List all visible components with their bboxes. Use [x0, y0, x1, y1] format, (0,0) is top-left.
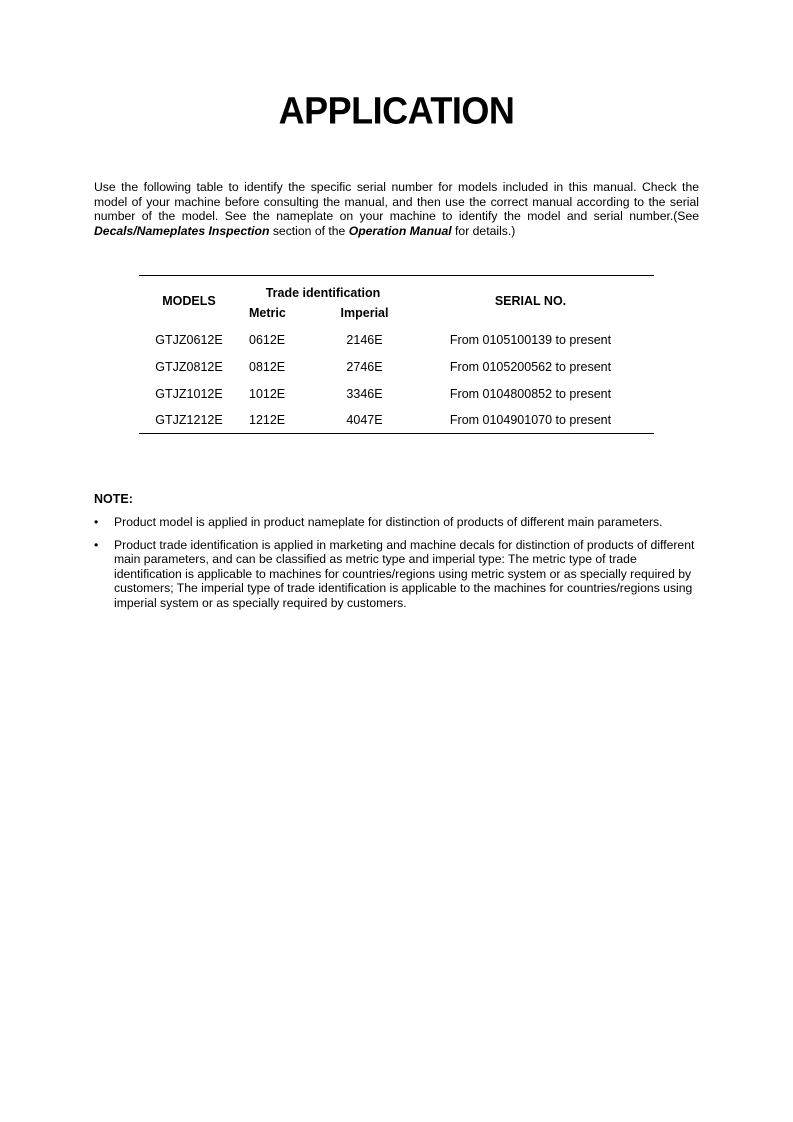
note-item	[94, 515, 704, 530]
cell-metric: 1212E	[249, 413, 286, 427]
bullet-icon: •	[94, 537, 99, 552]
note-list	[94, 515, 704, 618]
intro-text-3: for details.)	[451, 223, 516, 238]
cell-metric: 0612E	[249, 332, 286, 347]
cell-model: GTJZ0812E	[155, 359, 223, 374]
intro-text-1: Use the following table to identify the specific serial number for models included in this manual. Check the model of your machine before consulting the manual, and then use the correct manual according to the serial number of the model. See the nameplate on your machine to identify the model and serial number.(See	[94, 180, 699, 224]
header-imperial: Imperial	[340, 306, 389, 320]
cell-serial: From 0105200562 to present	[449, 359, 612, 374]
intro-paragraph	[94, 180, 699, 238]
header-serial-no: SERIAL NO.	[494, 294, 567, 308]
cell-metric: 1012E	[249, 386, 286, 401]
cell-imperial: 4047E	[346, 413, 383, 427]
table-row	[139, 353, 654, 380]
note-title: NOTE:	[94, 492, 133, 506]
table-row	[139, 407, 654, 434]
cell-model: GTJZ1212E	[155, 413, 223, 427]
header-trade-identification: Trade identification	[265, 286, 381, 300]
cell-serial: From 0104800852 to present	[449, 386, 612, 401]
note-text: Product model is applied in product nameplate for distinction of products of different main parameters.	[114, 515, 663, 529]
cell-model: GTJZ1012E	[155, 386, 223, 401]
cell-model: GTJZ0612E	[155, 332, 223, 347]
cell-serial: From 0105100139 to present	[449, 332, 612, 347]
cell-imperial: 2146E	[346, 332, 383, 347]
cell-imperial: 3346E	[346, 386, 383, 401]
table-row	[139, 326, 654, 353]
bullet-icon: •	[94, 515, 99, 529]
note-item	[94, 538, 704, 611]
cell-serial: From 0104901070 to present	[449, 413, 612, 427]
intro-text-2: section of the	[269, 223, 349, 238]
operation-manual-reference: Operation Manual	[348, 223, 452, 238]
header-metric: Metric	[249, 306, 286, 320]
decals-nameplates-reference: Decals/Nameplates Inspection	[94, 223, 270, 238]
serial-number-table	[139, 275, 654, 434]
note-text: Product trade identification is applied in marketing and machine decals for distinction of products of different main parameters, and can be classified as metric type and imperial type: The metric type of trade identification is applicable to machines for countries/regions using metric system or as specially required by customers; The imperial type of trade identification is applicable to the machines for countries/regions using imperial system or as specially required by customers.	[114, 537, 695, 610]
cell-imperial: 2746E	[346, 359, 383, 374]
cell-metric: 0812E	[249, 359, 286, 374]
table-row	[139, 380, 654, 407]
header-models: MODELS	[162, 294, 216, 308]
page-title: APPLICATION	[278, 88, 515, 132]
